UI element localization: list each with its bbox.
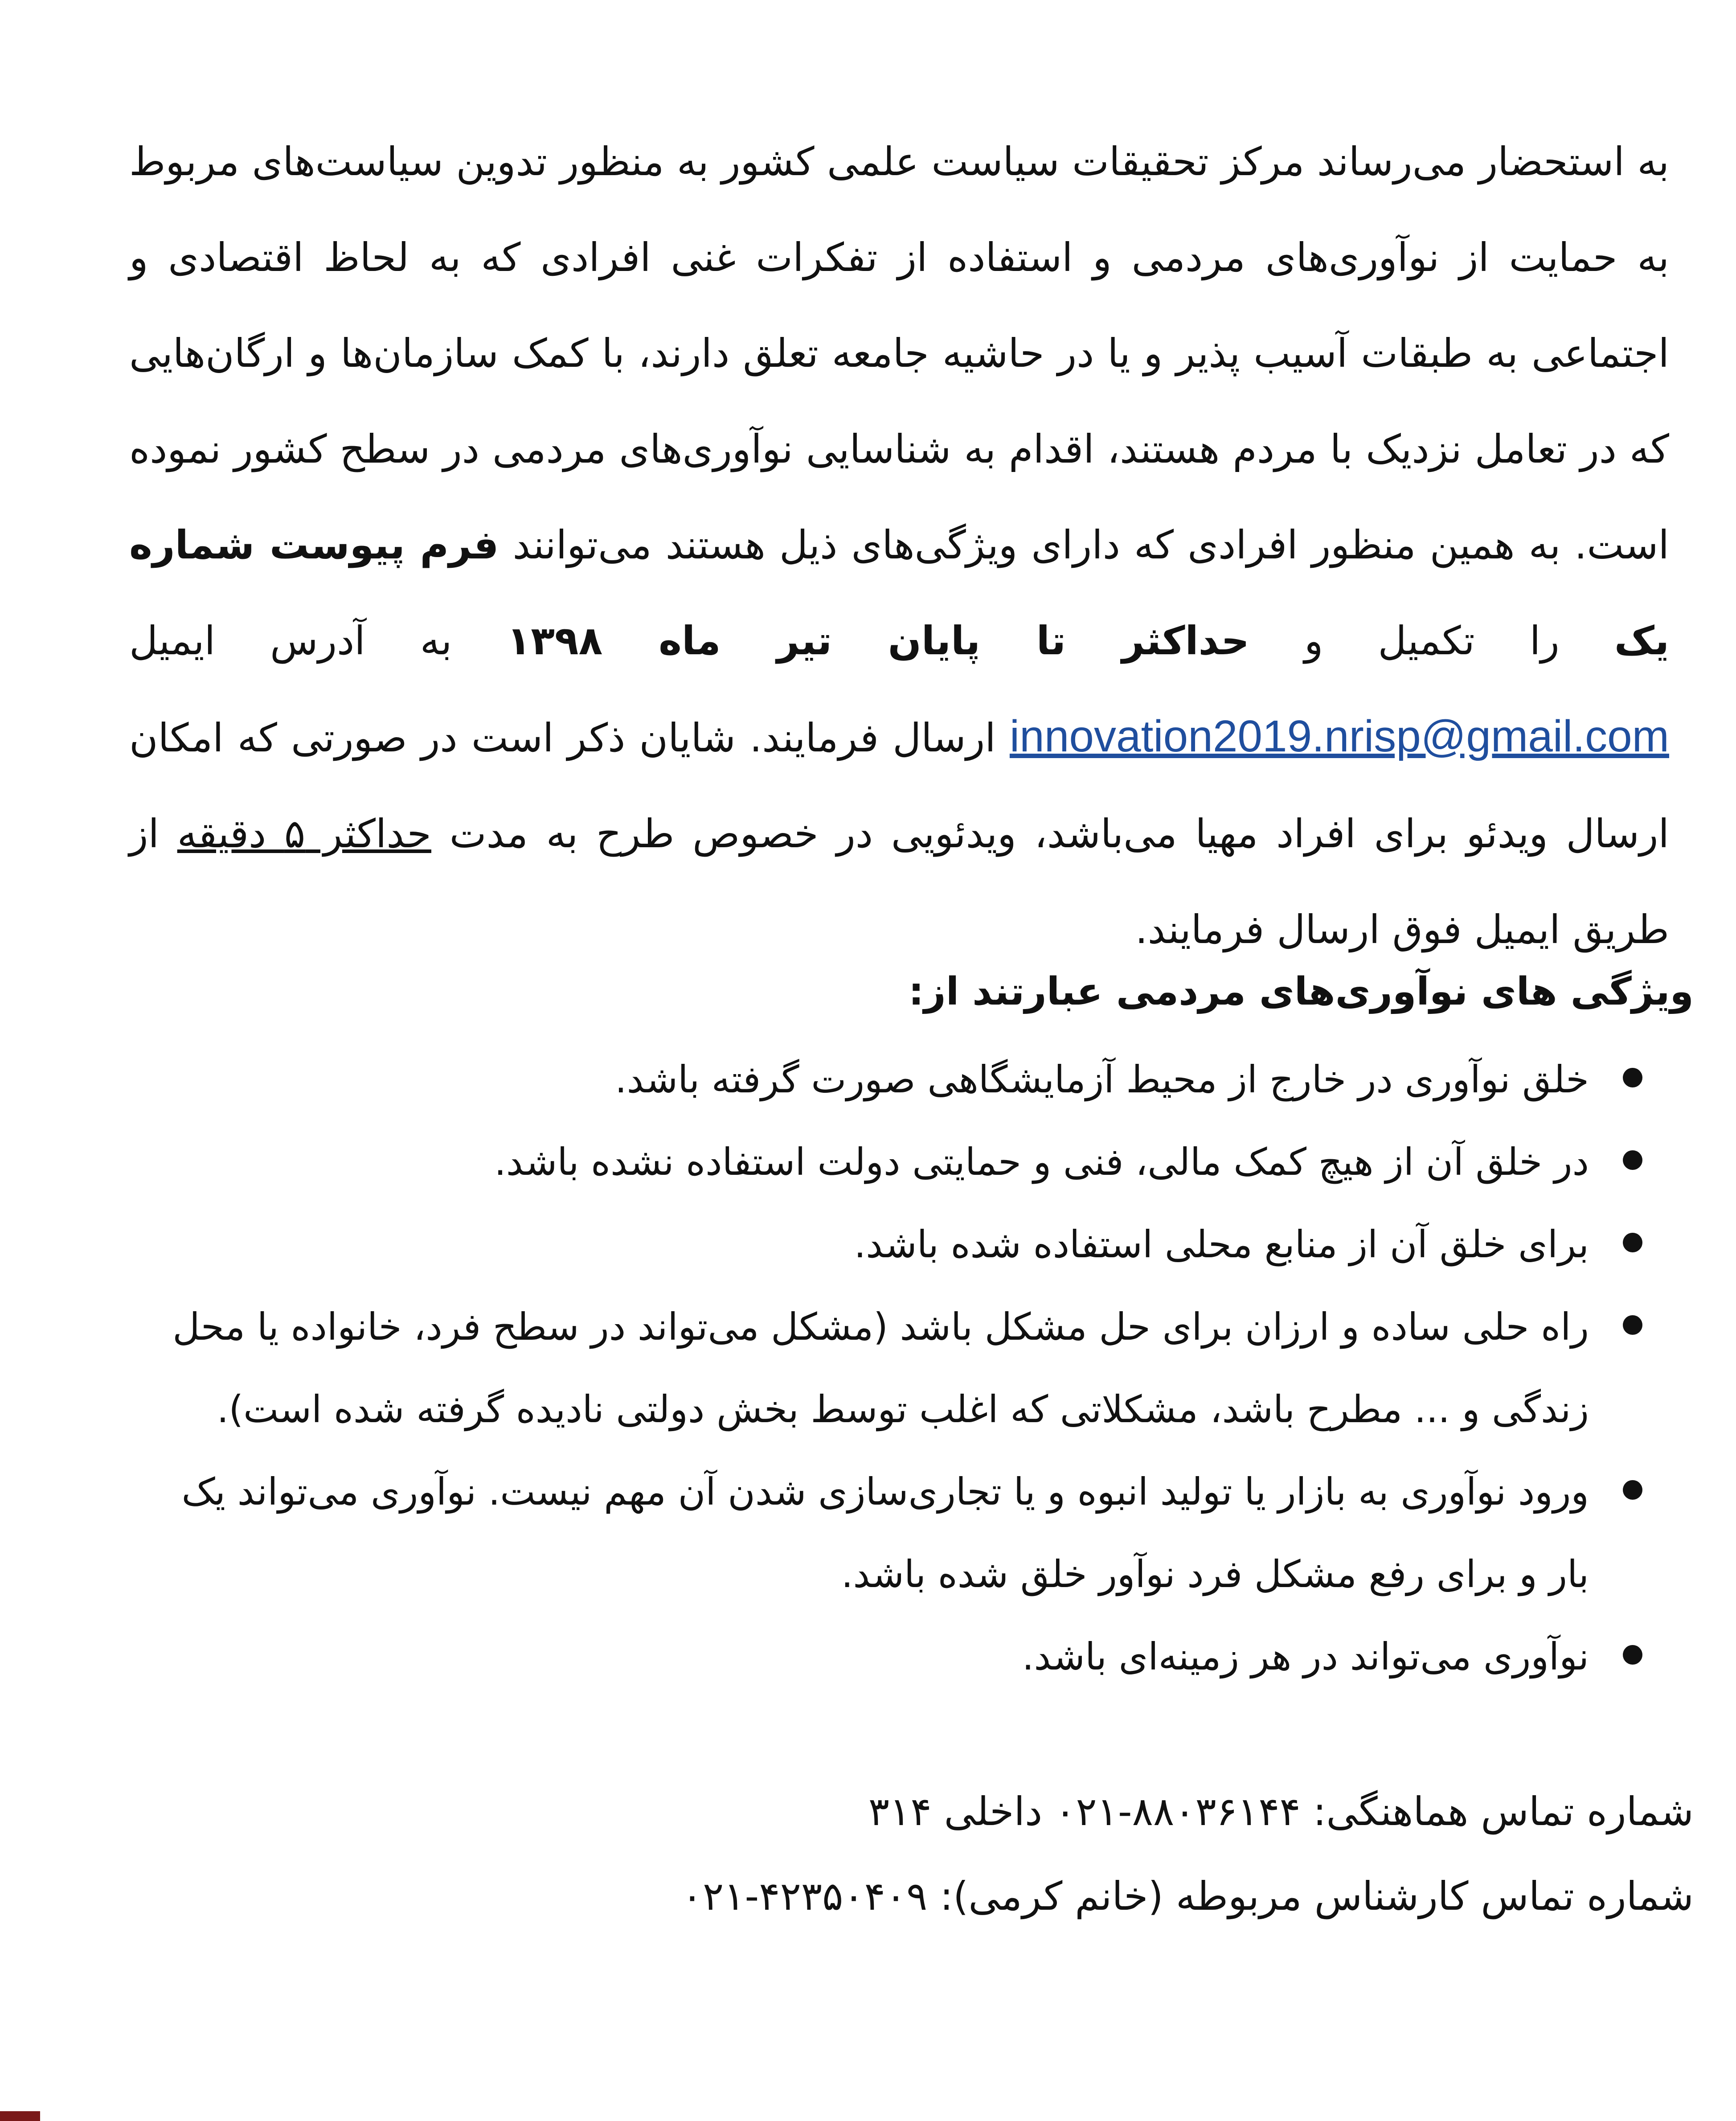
expert-phone: شماره تماس کارشناس مربوطه (خانم کرمی): ۴۲۳۵۰۴۰۹-۰۲۱ bbox=[681, 1873, 1694, 1919]
feature-text: نوآوری می‌تواند در هر زمینه‌ای باشد. bbox=[1022, 1635, 1589, 1678]
intro-paragraph bbox=[129, 114, 1669, 977]
list-item bbox=[134, 1451, 1642, 1616]
feature-text: خلق نوآوری در خارج از محیط آزمایشگاهی صورت گرفته باشد. bbox=[614, 1058, 1589, 1101]
intro-text-3: به آدرس ایمیل bbox=[129, 618, 452, 664]
bullet-icon bbox=[1623, 1068, 1642, 1087]
intro-text-1: به استحضار می‌رساند مرکز تحقیقات سیاست علمی کشور به منظور تدوین سیاست‌های مربوط به حمایت از نوآوری‌های مردمی و استفاده از تفکرات غنی افرادی که به لحاظ اقتصادی و اجتماعی به طبقات آسیب پذیر و یا در حاشیه جامعه تعلق دارند، با کمک سازمان‌ها و ارگان‌هایی که در تعامل نزدیک با مردم هستند، اقدام به شناسایی نوآوری‌های مردمی در سطح کشور نموده است. به همین منظور افرادی که دارای ویژگی‌های ذیل هستند می‌توانند bbox=[129, 139, 1669, 568]
intro-text-2: را تکمیل و bbox=[1304, 618, 1560, 664]
list-item bbox=[134, 1203, 1642, 1286]
bullet-icon bbox=[1623, 1233, 1642, 1252]
video-max-duration: حداکثر ۵ دقیقه bbox=[177, 811, 431, 857]
email-link[interactable]: innovation2019.nrisp@gmail.com bbox=[1009, 711, 1669, 761]
bullet-icon bbox=[1623, 1480, 1642, 1500]
submission-deadline: حداکثر تا پایان تیر ماه ۱۳۹۸ bbox=[507, 618, 1249, 664]
list-item bbox=[134, 1038, 1642, 1121]
bullet-icon bbox=[1623, 1150, 1642, 1170]
list-item bbox=[134, 1616, 1642, 1698]
attached-form-reference: فرم پیوست شماره یک bbox=[129, 522, 1670, 664]
feature-text: برای خلق آن از منابع محلی استفاده شده باشد. bbox=[854, 1223, 1589, 1266]
list-item bbox=[134, 1121, 1642, 1203]
feature-text: راه حلی ساده و ارزان برای حل مشکل باشد (مشکل می‌تواند در سطح فرد، خانواده یا محل زندگی و ... مطرح باشد، مشکلاتی که اغلب توسط بخش دولتی نادیده گرفته شده است). bbox=[172, 1305, 1589, 1431]
features-heading: ویژگی های نوآوری‌های مردمی عبارتند از: bbox=[908, 969, 1694, 1014]
intro-text-4: ارسال فرمایند. شایان ذکر است در صورتی که امکان ارسال ویدئو برای افراد مهیا می‌باشد، ویدئویی در خصوص طرح به مدت bbox=[129, 715, 1669, 857]
features-list bbox=[134, 1038, 1642, 1698]
coordination-phone: شماره تماس هماهنگی: ۸۸۰۳۶۱۴۴-۰۲۱ داخلی ۳۱۴ bbox=[868, 1789, 1694, 1834]
intro-text-5: از طریق ایمیل فوق ارسال فرمایند. bbox=[129, 811, 1669, 952]
corner-watermark bbox=[0, 2111, 40, 2121]
bullet-icon bbox=[1623, 1645, 1642, 1665]
list-item bbox=[134, 1286, 1642, 1451]
feature-text: ورود نوآوری به بازار یا تولید انبوه و یا تجاری‌سازی شدن آن مهم نیست. نوآوری می‌تواند یک بار و برای رفع مشکل فرد نوآور خلق شده باشد. bbox=[181, 1470, 1589, 1596]
bullet-icon bbox=[1623, 1315, 1642, 1335]
feature-text: در خلق آن از هیچ کمک مالی، فنی و حمایتی دولت استفاده نشده باشد. bbox=[494, 1140, 1589, 1184]
